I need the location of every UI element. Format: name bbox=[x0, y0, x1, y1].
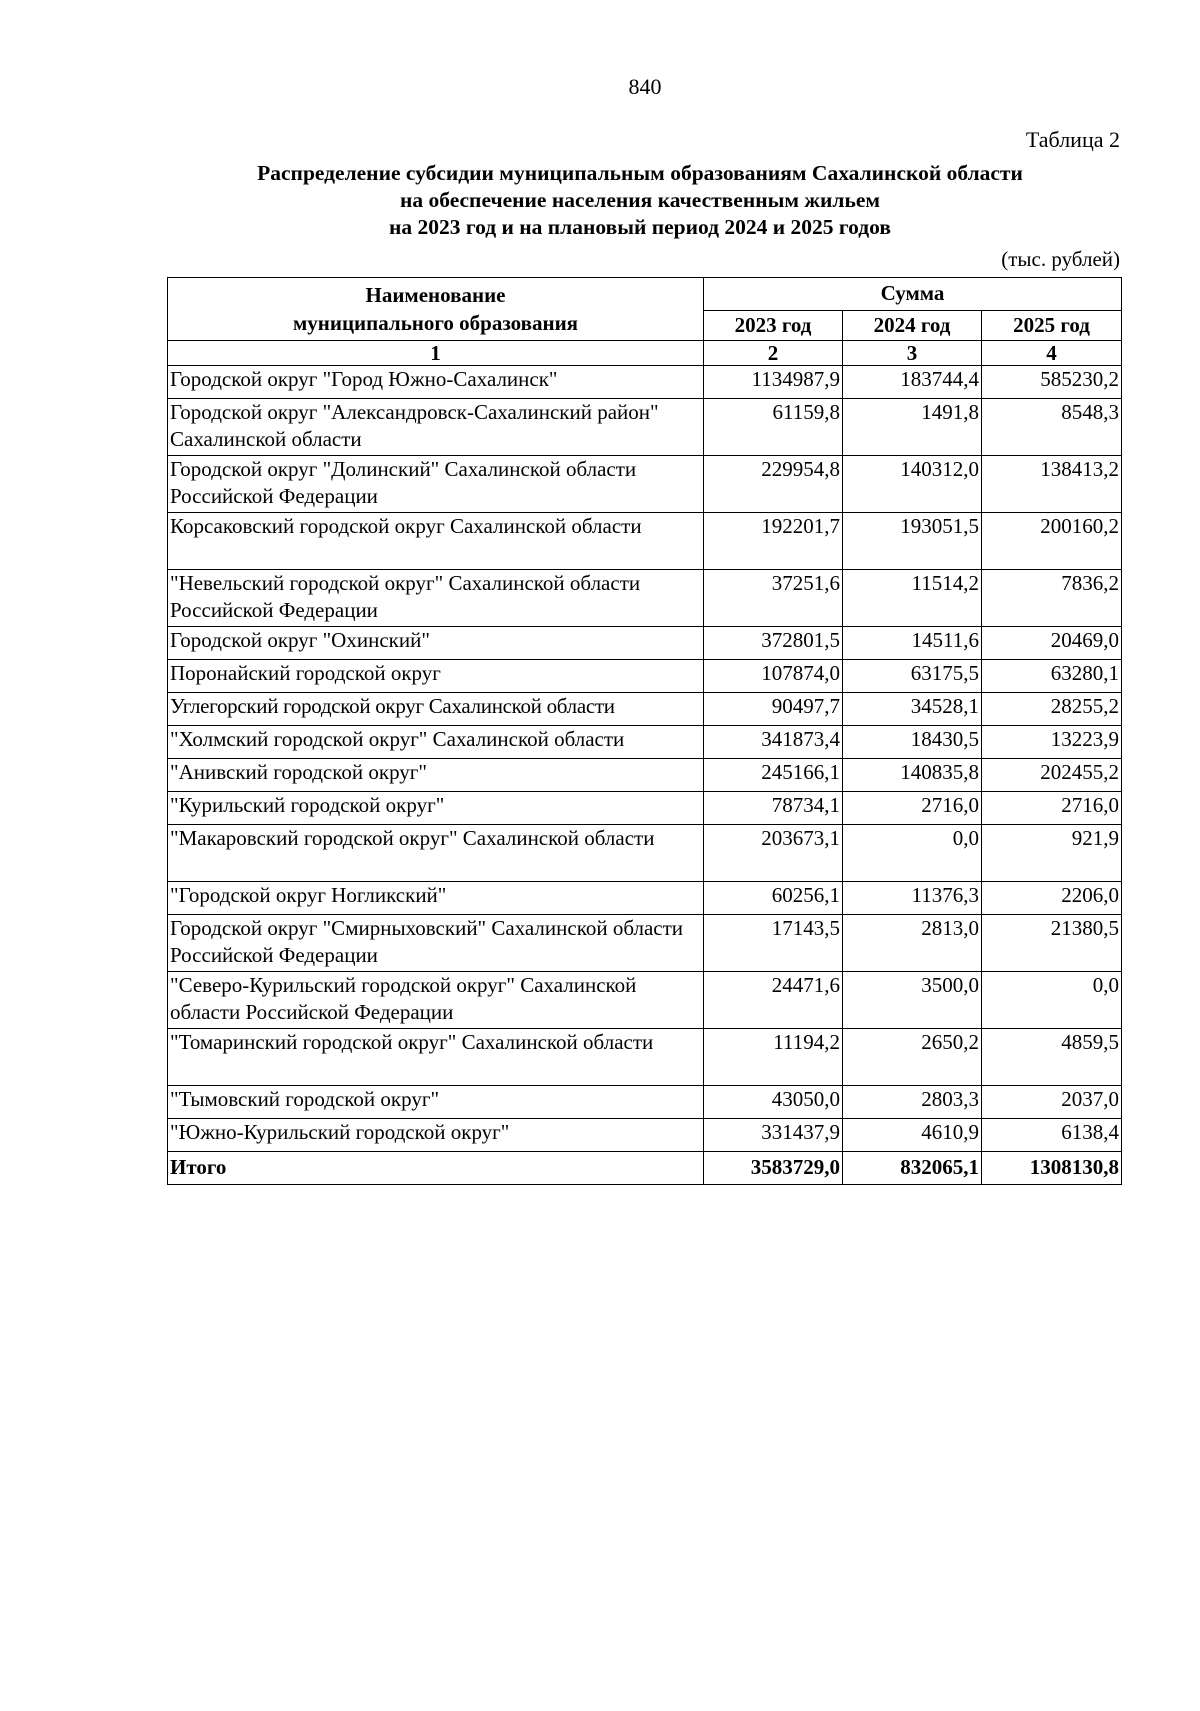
value-2025: 6138,4 bbox=[982, 1119, 1122, 1152]
value-2024: 4610,9 bbox=[843, 1119, 982, 1152]
value-2024: 11376,3 bbox=[843, 882, 982, 915]
municipality-name: Городской округ "Смирныховский" Сахалинской области Российской Федерации bbox=[168, 915, 704, 972]
value-2023: 203673,1 bbox=[704, 825, 843, 882]
municipality-name: "Южно-Курильский городской округ" bbox=[168, 1119, 704, 1152]
value-2024: 0,0 bbox=[843, 825, 982, 882]
table-row bbox=[168, 693, 1122, 726]
value-2024: 2716,0 bbox=[843, 792, 982, 825]
value-2024: 1491,8 bbox=[843, 399, 982, 456]
value-2024: 193051,5 bbox=[843, 513, 982, 570]
value-2025: 63280,1 bbox=[982, 660, 1122, 693]
value-2025: 8548,3 bbox=[982, 399, 1122, 456]
municipality-name: "Невельский городской округ" Сахалинской области Российской Федерации bbox=[168, 570, 704, 627]
municipality-name: "Городской округ Ногликский" bbox=[168, 882, 704, 915]
municipality-name: "Тымовский городской округ" bbox=[168, 1086, 704, 1119]
municipality-name: Корсаковский городской округ Сахалинской области bbox=[168, 513, 704, 570]
value-2025: 200160,2 bbox=[982, 513, 1122, 570]
value-2024: 3500,0 bbox=[843, 972, 982, 1029]
title-line: Распределение субсидии муниципальным образованиям Сахалинской области bbox=[257, 161, 1023, 185]
municipality-name: "Северо-Курильский городской округ" Сахалинской области Российской Федерации bbox=[168, 972, 704, 1029]
municipality-name: "Курильский городской округ" bbox=[168, 792, 704, 825]
value-2023: 107874,0 bbox=[704, 660, 843, 693]
value-2025: 21380,5 bbox=[982, 915, 1122, 972]
municipality-name: Городской округ "Охинский" bbox=[168, 627, 704, 660]
total-2023: 3583729,0 bbox=[704, 1152, 843, 1185]
total-label: Итого bbox=[168, 1152, 704, 1185]
year-header-2024: 2024 год bbox=[843, 310, 982, 340]
table-row bbox=[168, 1029, 1122, 1086]
column-number: 4 bbox=[982, 341, 1122, 366]
table-row bbox=[168, 792, 1122, 825]
value-2025: 2037,0 bbox=[982, 1086, 1122, 1119]
value-2024: 183744,4 bbox=[843, 366, 982, 399]
municipality-name: "Томаринский городской округ" Сахалинской области bbox=[168, 1029, 704, 1086]
table-row bbox=[168, 627, 1122, 660]
value-2023: 341873,4 bbox=[704, 726, 843, 759]
value-2024: 18430,5 bbox=[843, 726, 982, 759]
municipality-name: "Холмский городской округ" Сахалинской области bbox=[168, 726, 704, 759]
municipality-name: "Анивский городской округ" bbox=[168, 759, 704, 792]
value-2025: 2206,0 bbox=[982, 882, 1122, 915]
table-row bbox=[168, 366, 1122, 399]
table-row bbox=[168, 759, 1122, 792]
municipality-name: "Макаровский городской округ" Сахалинской области bbox=[168, 825, 704, 882]
subsidy-table bbox=[167, 277, 1122, 1185]
sum-header: Сумма bbox=[704, 278, 1122, 311]
value-2023: 43050,0 bbox=[704, 1086, 843, 1119]
table-row bbox=[168, 972, 1122, 1029]
table-row bbox=[168, 660, 1122, 693]
municipality-name: Городской округ "Александровск-Сахалинский район" Сахалинской области bbox=[168, 399, 704, 456]
value-2025: 2716,0 bbox=[982, 792, 1122, 825]
value-2024: 63175,5 bbox=[843, 660, 982, 693]
value-2024: 14511,6 bbox=[843, 627, 982, 660]
value-2023: 11194,2 bbox=[704, 1029, 843, 1086]
column-number: 1 bbox=[168, 341, 704, 366]
value-2023: 90497,7 bbox=[704, 693, 843, 726]
table-row bbox=[168, 570, 1122, 627]
value-2023: 60256,1 bbox=[704, 882, 843, 915]
table-row bbox=[168, 825, 1122, 882]
value-2025: 921,9 bbox=[982, 825, 1122, 882]
table-label: Таблица 2 bbox=[1025, 127, 1120, 152]
value-2023: 245166,1 bbox=[704, 759, 843, 792]
value-2023: 331437,9 bbox=[704, 1119, 843, 1152]
value-2023: 1134987,9 bbox=[704, 366, 843, 399]
table-row bbox=[168, 726, 1122, 759]
value-2024: 2650,2 bbox=[843, 1029, 982, 1086]
value-2024: 11514,2 bbox=[843, 570, 982, 627]
total-row bbox=[168, 1152, 1122, 1185]
total-2025: 1308130,8 bbox=[982, 1152, 1122, 1185]
table-row bbox=[168, 1086, 1122, 1119]
value-2023: 78734,1 bbox=[704, 792, 843, 825]
value-2023: 372801,5 bbox=[704, 627, 843, 660]
value-2025: 4859,5 bbox=[982, 1029, 1122, 1086]
value-2023: 37251,6 bbox=[704, 570, 843, 627]
municipality-name: Углегорский городской округ Сахалинской области bbox=[168, 693, 704, 726]
table-row bbox=[168, 399, 1122, 456]
value-2024: 2813,0 bbox=[843, 915, 982, 972]
name-column-header: Наименование муниципального образования bbox=[168, 278, 704, 341]
value-2023: 192201,7 bbox=[704, 513, 843, 570]
column-number-row bbox=[168, 341, 1122, 366]
value-2025: 28255,2 bbox=[982, 693, 1122, 726]
total-2024: 832065,1 bbox=[843, 1152, 982, 1185]
header-row bbox=[168, 278, 1122, 311]
value-2025: 138413,2 bbox=[982, 456, 1122, 513]
page-number: 840 bbox=[628, 74, 662, 99]
municipality-name: Городской округ "Долинский" Сахалинской области Российской Федерации bbox=[168, 456, 704, 513]
value-2024: 34528,1 bbox=[843, 693, 982, 726]
value-2025: 585230,2 bbox=[982, 366, 1122, 399]
value-2024: 140312,0 bbox=[843, 456, 982, 513]
value-2023: 17143,5 bbox=[704, 915, 843, 972]
value-2025: 7836,2 bbox=[982, 570, 1122, 627]
value-2025: 13223,9 bbox=[982, 726, 1122, 759]
value-2025: 0,0 bbox=[982, 972, 1122, 1029]
year-header-2025: 2025 год bbox=[982, 310, 1122, 340]
table-row bbox=[168, 513, 1122, 570]
column-number: 2 bbox=[704, 341, 843, 366]
table-row bbox=[168, 882, 1122, 915]
value-2025: 202455,2 bbox=[982, 759, 1122, 792]
value-2023: 24471,6 bbox=[704, 972, 843, 1029]
title-line: на обеспечение населения качественным жильем bbox=[399, 188, 881, 212]
column-number: 3 bbox=[843, 341, 982, 366]
municipality-name: Поронайский городской округ bbox=[168, 660, 704, 693]
table-row bbox=[168, 915, 1122, 972]
unit-label: (тыс. рублей) bbox=[1001, 247, 1120, 271]
value-2023: 229954,8 bbox=[704, 456, 843, 513]
value-2024: 140835,8 bbox=[843, 759, 982, 792]
table-title bbox=[170, 160, 1110, 241]
value-2024: 2803,3 bbox=[843, 1086, 982, 1119]
value-2025: 20469,0 bbox=[982, 627, 1122, 660]
table-row bbox=[168, 456, 1122, 513]
value-2023: 61159,8 bbox=[704, 399, 843, 456]
title-line: на 2023 год и на плановый период 2024 и 2025 годов bbox=[389, 215, 891, 239]
municipality-name: Городской округ "Город Южно-Сахалинск" bbox=[168, 366, 704, 399]
table-row bbox=[168, 1119, 1122, 1152]
year-header-2023: 2023 год bbox=[704, 310, 843, 340]
